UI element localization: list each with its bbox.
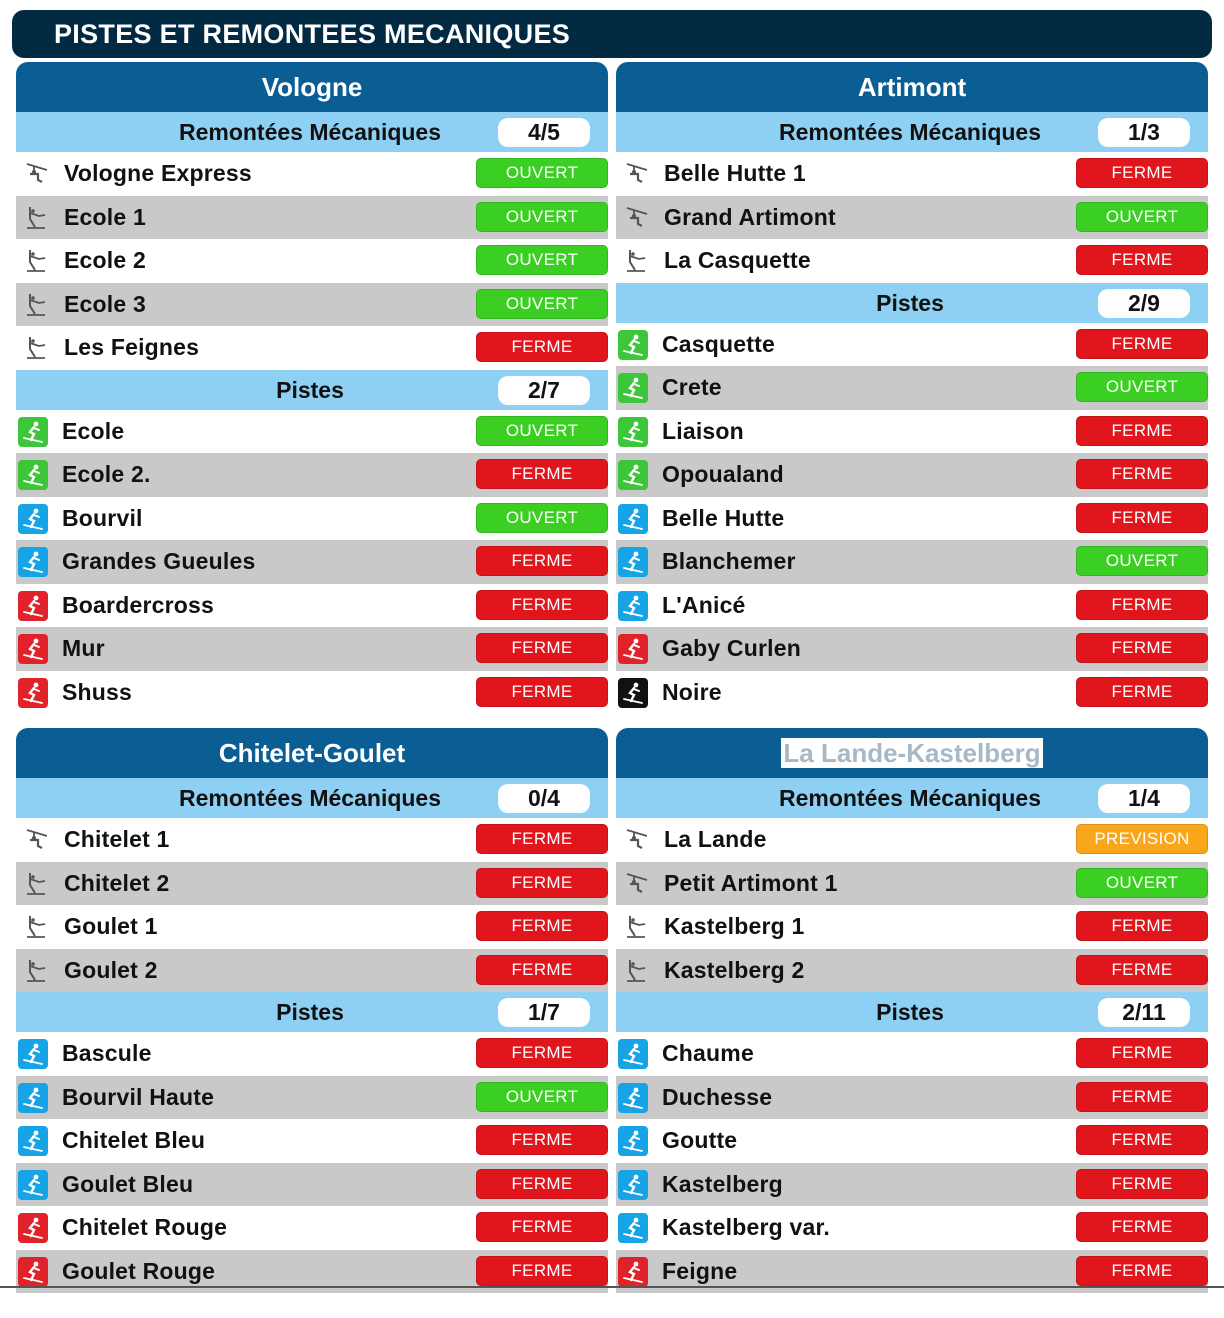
tow-lift-icon	[24, 290, 50, 320]
skier-green-icon	[18, 460, 48, 490]
skier-blue-icon	[18, 1083, 48, 1113]
lift-row	[616, 818, 1208, 862]
piste-name: Bourvil	[62, 504, 143, 531]
skier-blue-icon	[618, 1213, 648, 1243]
lift-row	[16, 283, 608, 327]
skier-blue-icon	[18, 1039, 48, 1069]
piste-name: Shuss	[62, 678, 133, 705]
lift-name: Kastelberg 2	[664, 956, 805, 983]
section-label: Remontées Mécaniques	[778, 785, 1042, 811]
status-badge: OUVERT	[476, 202, 608, 232]
lift-row	[616, 152, 1208, 196]
status-badge: FERME	[476, 1256, 608, 1286]
status-badge: FERME	[476, 677, 608, 707]
status-badge: OUVERT	[476, 416, 608, 446]
status-badge: FERME	[476, 590, 608, 620]
lift-name: Ecole 1	[64, 203, 146, 230]
piste-name: Chitelet Bleu	[62, 1127, 206, 1153]
chairlift-icon	[624, 203, 650, 233]
lift-name: Grand Artimont	[664, 203, 836, 230]
pistes-subheader	[16, 370, 608, 410]
section-label: Pistes	[276, 999, 344, 1025]
status-badge: FERME	[1076, 677, 1208, 707]
tow-lift-icon	[24, 956, 50, 986]
piste-row	[16, 1163, 608, 1207]
resort-title	[616, 728, 1208, 778]
piste-name: Casquette	[662, 330, 775, 357]
piste-name: Belle Hutte	[662, 504, 785, 531]
piste-name: Grandes Gueules	[62, 548, 256, 574]
piste-name: Gaby Curlen	[662, 635, 801, 661]
status-badge: PREVISION	[1076, 824, 1208, 854]
piste-name: Opoualand	[662, 461, 784, 487]
status-badge: OUVERT	[476, 503, 608, 533]
status-badge: FERME	[1076, 633, 1208, 663]
tow-lift-icon	[624, 912, 650, 942]
lifts-subheader	[16, 112, 608, 152]
piste-row	[616, 1163, 1208, 1207]
piste-row	[16, 1119, 608, 1163]
open-count-badge: 2/9	[1098, 289, 1190, 318]
status-badge: FERME	[476, 546, 608, 576]
resort-title	[616, 62, 1208, 112]
resort-title	[16, 728, 608, 778]
skier-blue-icon	[618, 1170, 648, 1200]
piste-row	[16, 1076, 608, 1120]
open-count-badge: 2/11	[1098, 998, 1190, 1027]
section-label: Remontées Mécaniques	[778, 119, 1042, 145]
status-badge: OUVERT	[1076, 868, 1208, 898]
skier-blue-icon	[618, 504, 648, 534]
status-badge: FERME	[476, 332, 608, 362]
open-count-badge: 0/4	[498, 784, 590, 813]
piste-row	[616, 453, 1208, 497]
chairlift-icon	[24, 825, 50, 855]
piste-row	[616, 1076, 1208, 1120]
status-badge: FERME	[1076, 911, 1208, 941]
piste-name: Ecole 2.	[62, 461, 151, 487]
piste-row	[16, 540, 608, 584]
status-badge: FERME	[1076, 503, 1208, 533]
status-badge: FERME	[1076, 1169, 1208, 1199]
piste-name: Crete	[662, 374, 722, 400]
resort-panel-chitelet-goulet	[16, 728, 608, 1293]
status-badge: OUVERT	[476, 289, 608, 319]
open-count-badge: 1/3	[1098, 118, 1190, 147]
lift-row	[16, 326, 608, 370]
lift-name: Petit Artimont 1	[664, 869, 838, 896]
status-badge: FERME	[1076, 955, 1208, 985]
chairlift-icon	[624, 869, 650, 899]
lift-name: Ecole 2	[64, 247, 146, 273]
piste-name: Bascule	[62, 1040, 152, 1066]
open-count-badge: 1/7	[498, 998, 590, 1027]
status-badge: FERME	[1076, 329, 1208, 359]
status-badge: FERME	[476, 1212, 608, 1242]
lift-row	[616, 196, 1208, 240]
lift-name: Goulet 2	[64, 956, 158, 983]
piste-name: Chaume	[662, 1040, 754, 1066]
lifts-subheader	[616, 778, 1208, 818]
resort-title-text: La Lande-Kastelberg	[783, 738, 1041, 768]
skier-red-icon	[18, 634, 48, 664]
skier-black-icon	[618, 678, 648, 708]
lift-name: Goulet 1	[64, 913, 158, 939]
piste-row	[16, 1206, 608, 1250]
piste-name: Goulet Rouge	[62, 1257, 216, 1284]
lift-row	[616, 862, 1208, 906]
lift-name: Vologne Express	[64, 160, 252, 186]
tow-lift-icon	[24, 333, 50, 363]
piste-row	[616, 410, 1208, 454]
pistes-subheader	[616, 992, 1208, 1032]
lift-name: Les Feignes	[64, 334, 200, 360]
status-badge: FERME	[476, 955, 608, 985]
resort-title-text: Chitelet-Goulet	[218, 738, 406, 768]
status-badge: FERME	[1076, 459, 1208, 489]
lift-row	[16, 818, 608, 862]
open-count-badge: 1/4	[1098, 784, 1190, 813]
piste-name: Ecole	[62, 417, 125, 444]
status-badge: FERME	[1076, 1256, 1208, 1286]
skier-red-icon	[18, 1257, 48, 1287]
status-badge: FERME	[1076, 590, 1208, 620]
piste-name: Goulet Bleu	[62, 1170, 194, 1197]
lift-name: Chitelet 2	[64, 869, 170, 896]
status-badge: FERME	[1076, 1212, 1208, 1242]
piste-name: Blanchemer	[662, 548, 796, 574]
piste-row	[16, 453, 608, 497]
resort-panel-vologne	[16, 62, 608, 714]
section-label: Remontées Mécaniques	[178, 119, 442, 145]
chairlift-icon	[24, 159, 50, 189]
tow-lift-icon	[24, 869, 50, 899]
tow-lift-icon	[624, 246, 650, 276]
lift-name: Chitelet 1	[64, 826, 170, 852]
skier-blue-icon	[618, 1039, 648, 1069]
lift-row	[16, 239, 608, 283]
piste-name: Kastelberg	[662, 1170, 783, 1197]
status-badge: OUVERT	[1076, 546, 1208, 576]
lifts-subheader	[16, 778, 608, 818]
piste-row	[616, 366, 1208, 410]
lift-row	[616, 949, 1208, 993]
chairlift-icon	[624, 159, 650, 189]
status-badge: FERME	[476, 1038, 608, 1068]
piste-row	[616, 323, 1208, 367]
tow-lift-icon	[24, 246, 50, 276]
skier-red-icon	[18, 678, 48, 708]
skier-blue-icon	[18, 1126, 48, 1156]
skier-green-icon	[618, 373, 648, 403]
status-badge: OUVERT	[476, 158, 608, 188]
skier-blue-icon	[618, 547, 648, 577]
section-label: Remontées Mécaniques	[178, 785, 442, 811]
section-label: Pistes	[876, 289, 944, 316]
piste-name: Duchesse	[662, 1083, 773, 1110]
section-label: Pistes	[276, 376, 344, 403]
pistes-subheader	[16, 992, 608, 1032]
tow-lift-icon	[24, 912, 50, 942]
lift-row	[16, 152, 608, 196]
resort-panel-artimont	[616, 62, 1208, 714]
skier-blue-icon	[18, 504, 48, 534]
skier-red-icon	[618, 634, 648, 664]
skier-blue-icon	[618, 1083, 648, 1113]
lift-row	[16, 862, 608, 906]
piste-name: Goutte	[662, 1127, 738, 1153]
status-badge: OUVERT	[1076, 202, 1208, 232]
piste-row	[616, 627, 1208, 671]
lift-row	[16, 949, 608, 993]
skier-green-icon	[618, 330, 648, 360]
piste-row	[616, 1206, 1208, 1250]
skier-blue-icon	[618, 1126, 648, 1156]
piste-name: L'Anicé	[662, 591, 746, 618]
piste-row	[616, 671, 1208, 715]
status-badge: FERME	[476, 459, 608, 489]
status-badge: FERME	[1076, 1038, 1208, 1068]
status-badge: OUVERT	[1076, 372, 1208, 402]
piste-row	[16, 627, 608, 671]
skier-red-icon	[618, 1257, 648, 1287]
piste-name: Feigne	[662, 1257, 738, 1284]
status-badge: OUVERT	[476, 1082, 608, 1112]
skier-green-icon	[618, 417, 648, 447]
status-badge: FERME	[1076, 1082, 1208, 1112]
piste-name: Chitelet Rouge	[62, 1214, 228, 1240]
piste-name: Mur	[62, 635, 105, 661]
tow-lift-icon	[24, 203, 50, 233]
resort-title	[16, 62, 608, 112]
lift-name: Kastelberg 1	[664, 913, 805, 939]
open-count-badge: 2/7	[498, 376, 590, 405]
skier-blue-icon	[18, 547, 48, 577]
status-badge: FERME	[1076, 245, 1208, 275]
piste-row	[16, 497, 608, 541]
status-badge: FERME	[1076, 158, 1208, 188]
piste-row	[616, 1119, 1208, 1163]
page-title: PISTES ET REMONTEES MECANIQUES	[12, 10, 1212, 58]
lifts-subheader	[616, 112, 1208, 152]
lift-row	[616, 239, 1208, 283]
piste-name: Boardercross	[62, 591, 214, 618]
status-badge: FERME	[1076, 416, 1208, 446]
piste-row	[616, 497, 1208, 541]
lift-name: Ecole 3	[64, 290, 146, 317]
status-badge: FERME	[476, 911, 608, 941]
status-badge: FERME	[476, 824, 608, 854]
piste-name: Bourvil Haute	[62, 1083, 215, 1110]
chairlift-icon	[624, 825, 650, 855]
resort-title-text: Artimont	[857, 72, 967, 102]
section-label: Pistes	[876, 999, 944, 1025]
bottom-divider	[0, 1286, 1224, 1288]
status-badge: OUVERT	[476, 245, 608, 275]
resort-panel-la-lande-kastelberg	[616, 728, 1208, 1293]
skier-blue-icon	[618, 591, 648, 621]
open-count-badge: 4/5	[498, 118, 590, 147]
lift-name: La Lande	[664, 826, 767, 852]
lift-name: La Casquette	[664, 247, 811, 273]
skier-green-icon	[18, 417, 48, 447]
piste-row	[616, 1032, 1208, 1076]
piste-name: Kastelberg var.	[662, 1214, 830, 1240]
resort-title-text: Vologne	[261, 72, 363, 102]
skier-red-icon	[18, 1213, 48, 1243]
piste-row	[16, 410, 608, 454]
status-badge: FERME	[1076, 1125, 1208, 1155]
lift-row	[616, 905, 1208, 949]
skier-red-icon	[18, 591, 48, 621]
skier-blue-icon	[18, 1170, 48, 1200]
piste-row	[16, 671, 608, 715]
lift-row	[16, 905, 608, 949]
status-badge: FERME	[476, 1125, 608, 1155]
status-badge: FERME	[476, 868, 608, 898]
status-badge: FERME	[476, 633, 608, 663]
piste-row	[16, 1032, 608, 1076]
pistes-subheader	[616, 283, 1208, 323]
skier-green-icon	[618, 460, 648, 490]
piste-row	[616, 540, 1208, 584]
piste-row	[616, 584, 1208, 628]
piste-name: Liaison	[662, 417, 744, 444]
lift-name: Belle Hutte 1	[664, 160, 806, 186]
piste-name: Noire	[662, 678, 722, 705]
piste-row	[16, 584, 608, 628]
lift-row	[16, 196, 608, 240]
status-badge: FERME	[476, 1169, 608, 1199]
tow-lift-icon	[624, 956, 650, 986]
